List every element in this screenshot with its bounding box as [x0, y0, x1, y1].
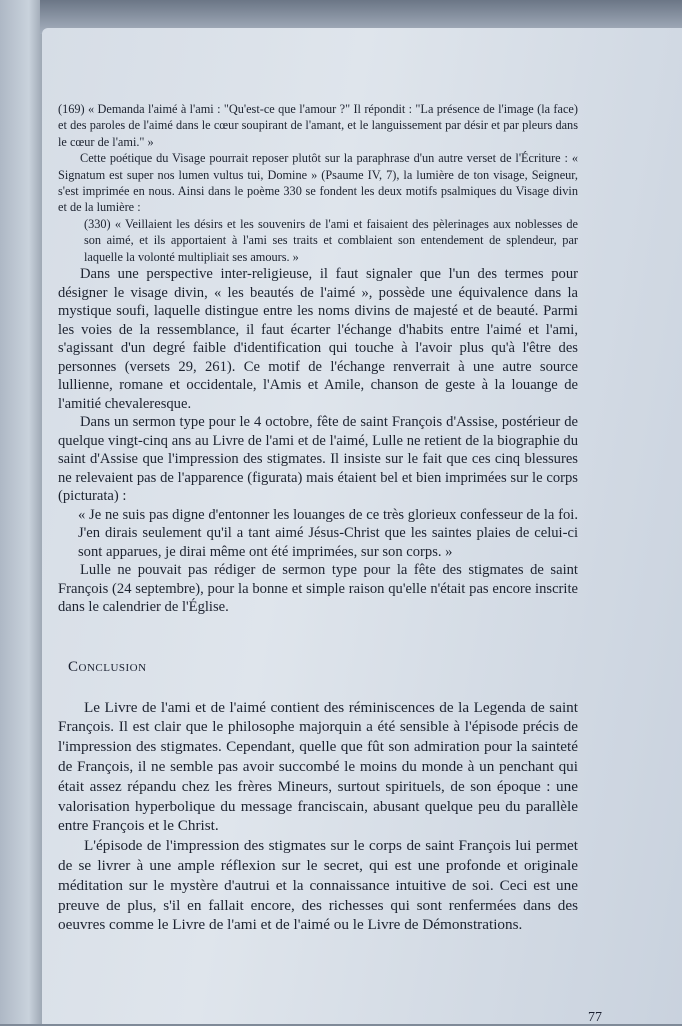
- conclusion-paragraph-2: L'épisode de l'impression des stigmates sur le corps de saint François lui permet de se livrer à une ample réflexion sur le secret, qui est une profonde et originale méditation sur le mystère d'autrui et la connaissance intuitive de soi. Ceci est une preuve de plus, s'il en fallait encore, des richesses qui sont renfermées dans des oeuvres comme le Livre de l'ami et de l'aimé ou le Livre de Démonstrations.: [58, 837, 578, 934]
- sermon-quote: « Je ne suis pas digne d'entonner les louanges de ce très glorieux confesseur de la foi. J'en dirais seulement qu'il a tant aimé Jésus-Christ que les saintes plaies de celui-ci sont apparues, je dirai même ont été imprimées, sur son corps. »: [78, 506, 578, 560]
- note-paragraph: Cette poétique du Visage pourrait reposer plutôt sur la paraphrase d'un autre verset de l'Écriture : « Signatum est super nos lumen vultus tui, Domine » (Psaume IV, 7), la lumière de ton visage, Seigneur, s'est imprimée en nous. Ainsi dans le poème 330 se fondent les deux motifs psalmiques du Visage divin et de la lumière :: [58, 151, 578, 215]
- page-body: [58, 101, 578, 935]
- note-330: (330) « Veillaient les désirs et les souvenirs de l'ami et faisaient des pèlerinages aux noblesses de son aimé, et ils apportaient à l'ami ses traits et comblaient son entendement de splendeur, par laquelle la volonté multipliait ses amours. »: [84, 216, 578, 264]
- conclusion-paragraph-1: Le Livre de l'ami et de l'aimé contient des réminiscences de la Legenda de saint François. Il est clair que le philosophe majorquin a été sensible à l'épisode précis de l'impression des stigmates. Cependant, quelle que fût son admiration pour la sainteté de François, il ne semble pas avoir succombé le moins du monde à un penchant qui était assez répandu chez les frères Mineurs, surtout spirituels, de son époque : une valorisation hyperbolique du message franciscain, abusant quelque peu du parallèle entre François et le Christ.: [58, 698, 578, 835]
- section-heading: Conclusion: [68, 658, 147, 675]
- conclusion-block: [58, 698, 578, 936]
- paragraph-stigmates: Lulle ne pouvait pas rédiger de sermon type pour la fête des stigmates de saint François (24 septembre), pour la bonne et simple raison qu'elle n'était pas encore inscrite dans le calendrier de l'Église.: [58, 562, 578, 616]
- paragraph-inter-religieuse: Dans une perspective inter-religieuse, il faut signaler que l'un des termes pour désigner le visage divin, « les beautés de l'aimé », possède une équivalence dans la mystique soufi, laquelle distingue entre les noms divins de majesté et de beauté. Parmi les voies de la ressemblance, il faut écarter l'échange d'habits entre l'aimé et l'ami, s'agissant d'un degré faible d'identification qui touche à l'avoir plus qu'à l'être des personnes (versets 29, 261). Ce motif de l'échange renverrait à une autre source lullienne, romane et occidentale, l'Amis et Amile, chanson de geste à la louange de l'amitié chevaleresque.: [58, 266, 578, 412]
- facing-page-edge: [0, 0, 48, 1024]
- note-169: (169) « Demanda l'aimé à l'ami : "Qu'est-ce que l'amour ?" Il répondit : "La présence de l'image (la face) et des paroles de l'aimé dans le cœur soupirant de l'amant, et le languissement par désir et par pleurs dans le cœur de l'ami." »: [58, 102, 578, 149]
- page-number: 77: [588, 1010, 602, 1025]
- paragraph-sermon: Dans un sermon type pour le 4 octobre, fête de saint François d'Assise, postérieur de quelque vingt-cinq ans au Livre de l'ami et de l'aimé, Lulle ne retient de la biographie du saint d'Assise que l'impression des stigmates. Il insiste sur le fait que ces cinq blessures ne relevaient pas de l'apparence (figurata) mais étaient bel et bien imprimées sur le corps (picturata) :: [58, 414, 578, 505]
